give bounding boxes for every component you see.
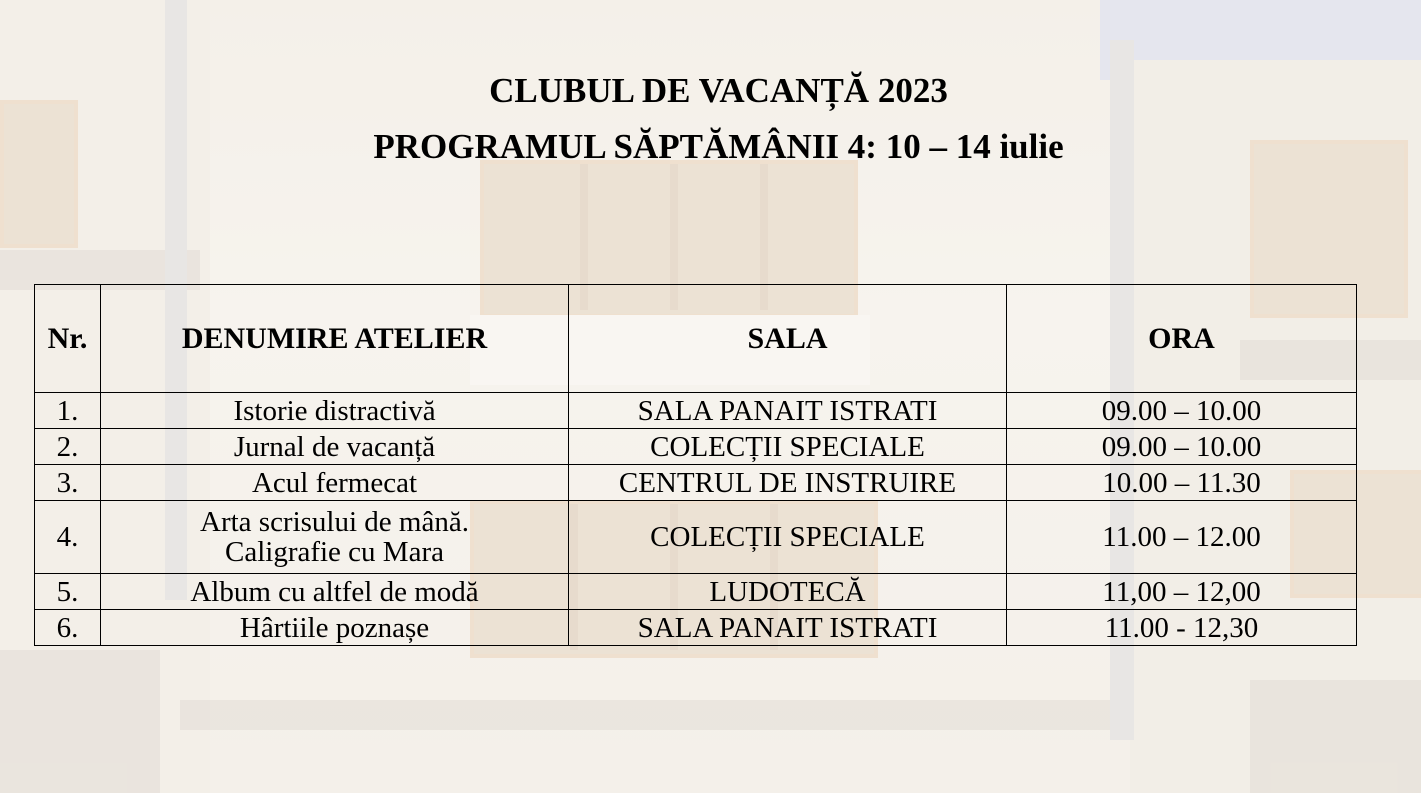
table-header-row (35, 285, 1357, 393)
table-row (35, 429, 1357, 465)
cell-nr: 1. (35, 393, 101, 429)
table-row (35, 501, 1357, 574)
cell-atelier: Album cu altfel de modă (101, 574, 569, 610)
cell-nr: 2. (35, 429, 101, 465)
cell-sala: COLECȚII SPECIALE (569, 429, 1007, 465)
cell-atelier: Istorie distractivă (101, 393, 569, 429)
header-atelier: DENUMIRE ATELIER (101, 285, 569, 393)
cell-ora: 09.00 – 10.00 (1007, 429, 1357, 465)
header-sala: SALA (569, 285, 1007, 393)
schedule-table (34, 284, 1357, 646)
cell-atelier-line: Arta scrisului de mână. (200, 506, 469, 538)
cell-ora: 09.00 – 10.00 (1007, 393, 1357, 429)
cell-nr: 3. (35, 465, 101, 501)
cell-atelier: Hârtiile poznașe (101, 610, 569, 646)
table-row (35, 610, 1357, 646)
cell-ora: 11.00 – 12.00 (1007, 501, 1357, 574)
header-nr: Nr. (35, 285, 101, 393)
header-ora: ORA (1007, 285, 1357, 393)
cell-ora: 11,00 – 12,00 (1007, 574, 1357, 610)
cell-sala: LUDOTECĂ (569, 574, 1007, 610)
cell-sala: COLECȚII SPECIALE (569, 501, 1007, 574)
page-subtitle: PROGRAMUL SĂPTĂMÂNII 4: 10 – 14 iulie (373, 127, 1064, 166)
cell-atelier (101, 501, 569, 574)
cell-nr: 6. (35, 610, 101, 646)
cell-sala: CENTRUL DE INSTRUIRE (569, 465, 1007, 501)
cell-sala: SALA PANAIT ISTRATI (569, 610, 1007, 646)
cell-nr: 4. (35, 501, 101, 574)
page-title: CLUBUL DE VACANȚĂ 2023 (489, 71, 948, 110)
table-row (35, 465, 1357, 501)
cell-atelier-line: Caligrafie cu Mara (224, 536, 444, 568)
cell-atelier: Jurnal de vacanță (101, 429, 569, 465)
table-row (35, 574, 1357, 610)
cell-ora: 11.00 - 12,30 (1007, 610, 1357, 646)
cell-nr: 5. (35, 574, 101, 610)
cell-sala: SALA PANAIT ISTRATI (569, 393, 1007, 429)
cell-ora: 10.00 – 11.30 (1007, 465, 1357, 501)
table-row (35, 393, 1357, 429)
cell-atelier: Acul fermecat (101, 465, 569, 501)
